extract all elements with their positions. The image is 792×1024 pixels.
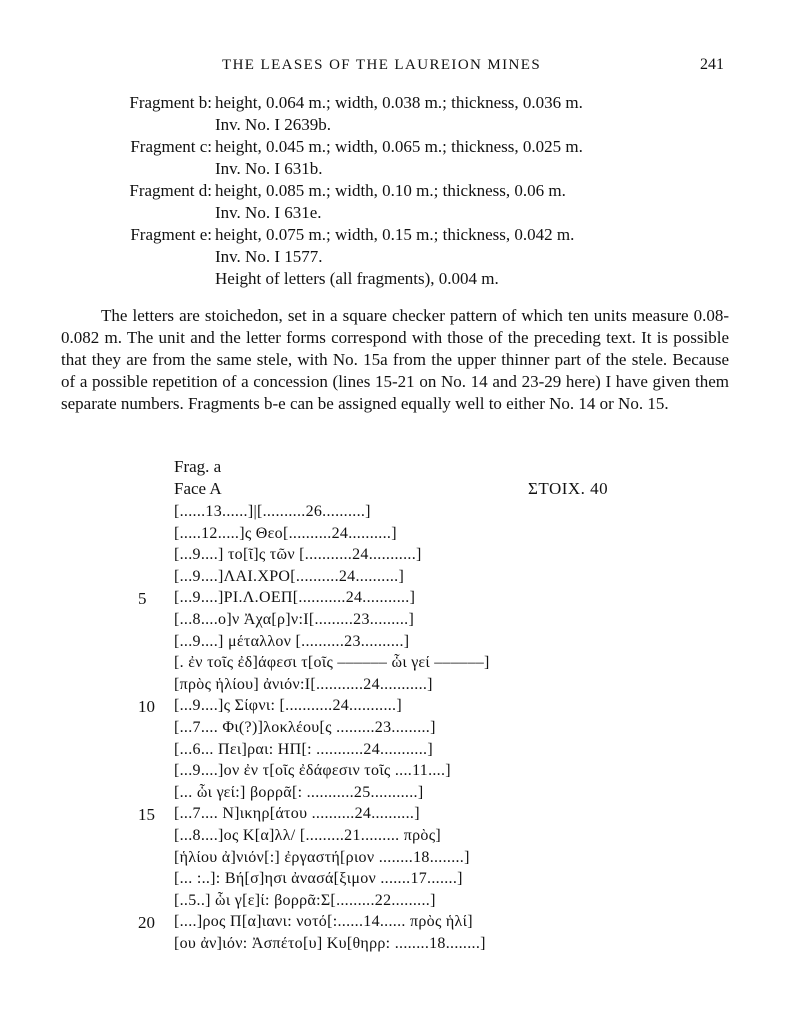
fragment-label: Fragment e: <box>130 225 212 244</box>
inscription-line: [...7.... N]ικηρ[άτου ..........24..........] <box>174 805 420 823</box>
line-number: 10 <box>138 697 155 717</box>
line-number: 20 <box>138 913 155 933</box>
inscription-line: [ἡλίου ἀ]νιόν[:] ἐργαστή[ριον ........18........] <box>174 848 470 866</box>
inscription-line: [...8....]ος Κ[α]λλ/ [.........21......... πρὸς] <box>174 827 442 844</box>
fragment-label: Fragment c: <box>130 137 212 156</box>
fragment-detail-line: Height of letters (all fragments), 0.004 m. <box>215 269 499 288</box>
inscription-line: [....]ρος Π[α]ιανι: νοτό[:......14...... πρὸς ἡλί] <box>174 913 473 931</box>
inscription-line: [...7.... Φι(?)]λοκλέου[ς .........23.........] <box>174 719 436 736</box>
fragment-detail-line: height, 0.045 m.; width, 0.065 m.; thickness, 0.025 m. <box>215 137 583 156</box>
fragment-label: Fragment b: <box>129 93 212 112</box>
fragment-detail-line: Inv. No. I 631b. <box>215 159 323 178</box>
stoichedon-count: ΣΤΟΙΧ. 40 <box>528 479 609 498</box>
inscription-line: [...9....]ον ἐν τ[οῖς ἐδάφεσιν τοῖς ....11....] <box>174 762 451 780</box>
fragment-detail-line: Inv. No. I 1577. <box>215 247 323 266</box>
fragment-detail-line: height, 0.064 m.; width, 0.038 m.; thickness, 0.036 m. <box>215 93 583 112</box>
fragment-detail-line: height, 0.075 m.; width, 0.15 m.; thickness, 0.042 m. <box>215 225 575 244</box>
fragment-entry <box>100 224 583 290</box>
inscription-line: [...8....ο]ν Ἀχα[ρ]ν:Ι[.........23.........] <box>174 611 415 628</box>
inscription-line: [πρὸς ἡλίου] ἀνιόν:Ι[...........24...........] <box>174 675 433 693</box>
inscription-line: [...9....]ΡΙ.Λ.ΟΕΠ[...........24...........] <box>174 589 416 607</box>
face-label: Face A <box>174 479 222 498</box>
fragment-entry <box>100 92 583 136</box>
frag-label: Frag. a <box>174 457 222 476</box>
inscription-line: [ου ἀν]ιόν: Ἀσπέτο[υ] Κυ[θηρρ: ........18........] <box>174 935 486 952</box>
inscription-line: [... ὧι γεί:] βορρᾶ[: ...........25...........] <box>174 783 424 801</box>
fragment-detail-line: Inv. No. I 631e. <box>215 203 322 222</box>
inscription-line: [...6... Πει]ραι: ΗΠ[: ...........24...........] <box>174 740 433 758</box>
fragment-measurements <box>100 92 583 290</box>
inscription-line: [...9....] το[ῖ]ς τῶν [...........24...........] <box>174 546 422 564</box>
inscription-line: [... :..]: Βή[σ]ησι ἀνασά[ξιμον .......17.......] <box>174 870 463 888</box>
running-title: THE LEASES OF THE LAUREION MINES <box>222 57 542 73</box>
inscription-line: [...9....]ς Σίφνι: [...........24...........] <box>174 697 402 715</box>
fragment-detail-line: height, 0.085 m.; width, 0.10 m.; thickness, 0.06 m. <box>215 181 566 200</box>
inscription-line: [. ἐν τοῖς ἐδ]άφεσι τ[οῖς –––––– ὧι γεί ––––––] <box>174 654 490 672</box>
inscription-line: [.....12.....]ς Θεο[..........24..........] <box>174 524 397 542</box>
inscription-line: [..5..] ὧι γ[ε]ί: βορρᾶ:Σ[.........22.........] <box>174 891 436 909</box>
fragment-entry <box>100 136 583 180</box>
body-paragraph: The letters are stoichedon, set in a square checker pattern of which ten units measure 0.08-0.082 m. The unit and the letter forms correspond with those of the preceding text. It is possible that they are from the same stele, with No. 15a from the upper thinner part of the stele. Because of a possible repetition of a concession (lines 15-21 on No. 14 and 23-29 here) I have given them separate numbers. Fragments b-e can be assigned equally well to either No. 14 or No. 15. <box>61 306 729 413</box>
fragment-entry <box>100 180 583 224</box>
inscription-line: [...9....] μέταλλον [..........23..........] <box>174 632 410 650</box>
line-number: 15 <box>138 805 155 825</box>
page-number: 241 <box>700 56 724 73</box>
fragment-detail-line: Inv. No. I 2639b. <box>215 115 331 134</box>
inscription-line: [...9....]ΛΑΙ.ΧΡΟ[..........24..........] <box>174 567 405 585</box>
line-number: 5 <box>138 589 147 609</box>
inscription-line: [......13......]|[..........26..........] <box>174 503 371 520</box>
fragment-label: Fragment d: <box>129 181 212 200</box>
